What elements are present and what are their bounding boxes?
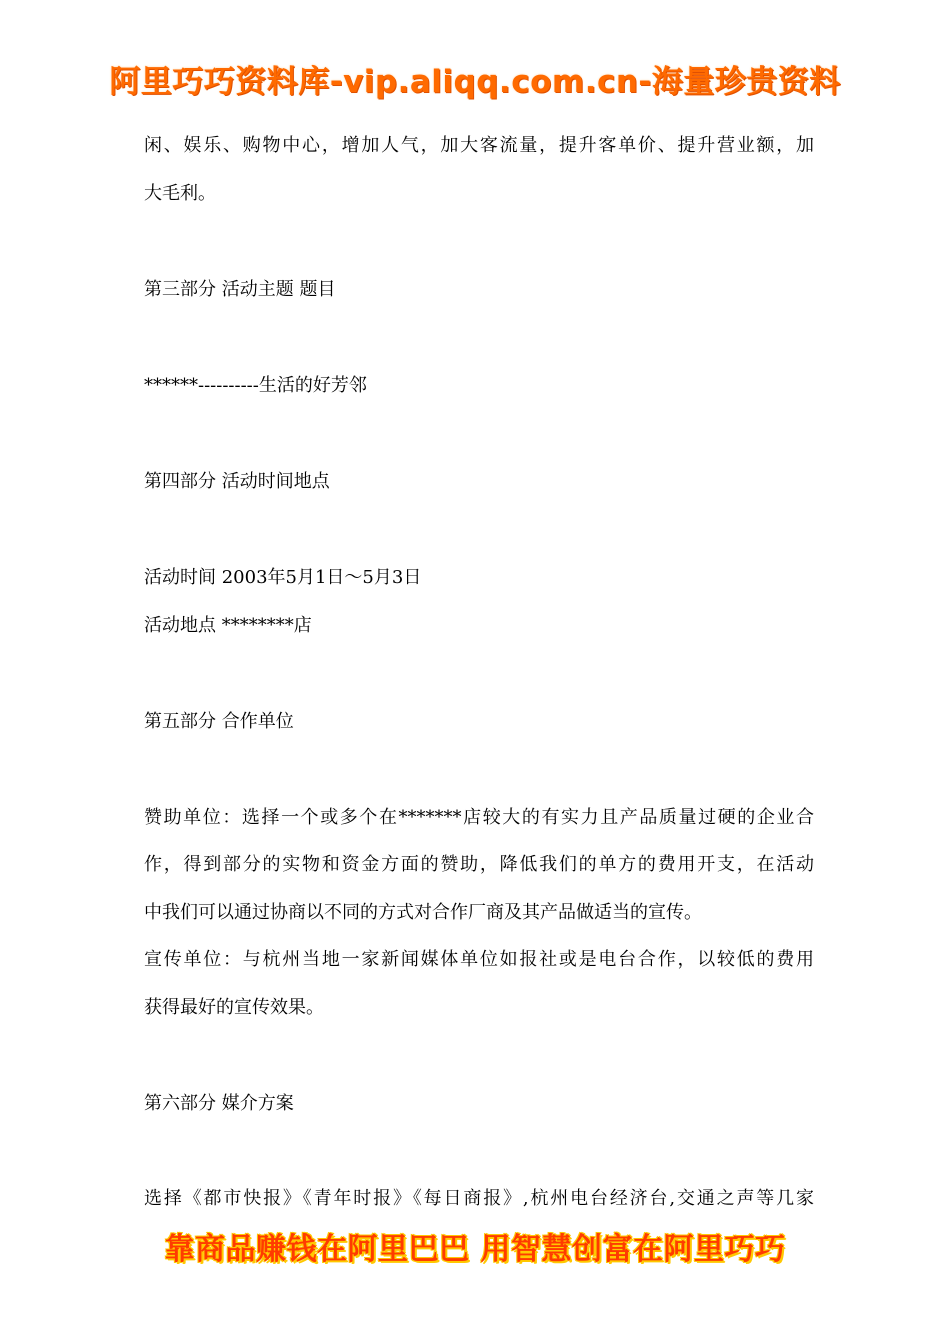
- footer-banner: 靠商品赚钱在阿里巴巴 用智慧创富在阿里巧巧: [164, 1232, 786, 1267]
- publicity-line-1: 宣传单位：与杭州当地一家新闻媒体单位如报社或是电台合作，以较低的费用: [144, 949, 814, 970]
- sponsor-line-2: 作，得到部分的实物和资金方面的赞助，降低我们的单方的费用开支，在活动: [144, 854, 814, 875]
- intro-line-2: 大毛利。: [144, 183, 216, 204]
- intro-line-1: 闲、娱乐、购物中心，增加人气，加大客流量，提升客单价、提升营业额，加: [144, 135, 814, 156]
- header-banner: 阿里巧巧资料库-vip.aliqq.com.cn-海量珍贵资料: [109, 64, 841, 100]
- section-6-heading: 第六部分 媒介方案: [144, 1093, 294, 1114]
- sponsor-line-1: 赞助单位：选择一个或多个在*******店较大的有实力且产品质量过硬的企业合: [144, 807, 814, 828]
- activity-place: 活动地点 ********店: [144, 615, 312, 636]
- section-3-heading: 第三部分 活动主题 题目: [144, 279, 336, 300]
- section-4-heading: 第四部分 活动时间地点: [144, 471, 330, 492]
- section-3-theme: ******----------生活的好芳邻: [144, 375, 367, 396]
- activity-time: 活动时间 2003年5月1日～5月3日: [144, 567, 422, 588]
- media-line-1: 选择《都市快报》《青年时报》《每日商报》,杭州电台经济台,交通之声等几家: [144, 1188, 814, 1209]
- section-5-heading: 第五部分 合作单位: [144, 711, 294, 732]
- publicity-line-2: 获得最好的宣传效果。: [144, 997, 324, 1018]
- sponsor-line-3: 中我们可以通过协商以不同的方式对合作厂商及其产品做适当的宣传。: [144, 902, 702, 923]
